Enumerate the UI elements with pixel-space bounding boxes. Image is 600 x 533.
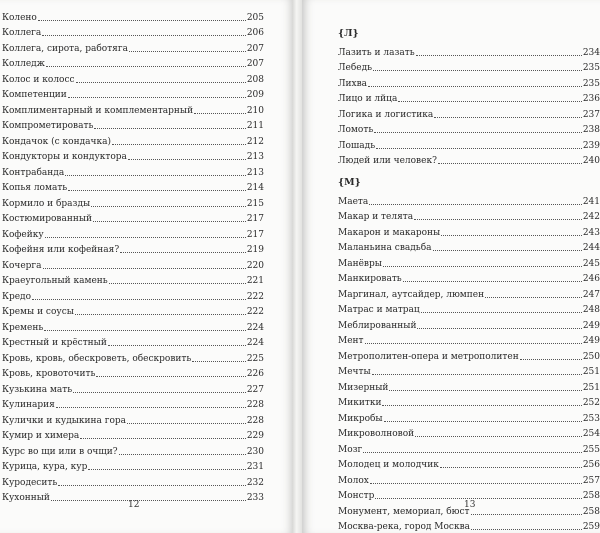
toc-dot-leader bbox=[389, 390, 581, 391]
toc-dot-leader bbox=[112, 144, 246, 145]
toc-dot-leader bbox=[485, 297, 582, 298]
toc-entry-term: Лошадь bbox=[338, 140, 376, 151]
toc-entry bbox=[338, 409, 600, 425]
toc-dot-leader bbox=[382, 405, 581, 406]
toc-entry bbox=[338, 518, 600, 533]
toc-entry bbox=[338, 105, 600, 121]
toc-entry bbox=[338, 301, 600, 317]
toc-entry-page-number: 254 bbox=[582, 429, 600, 439]
toc-entry bbox=[2, 411, 264, 427]
toc-entry bbox=[338, 316, 600, 332]
right-page bbox=[302, 0, 600, 533]
toc-entry bbox=[2, 117, 264, 133]
toc-dot-leader bbox=[32, 299, 246, 300]
toc-entry-page-number: 207 bbox=[246, 59, 264, 69]
toc-entry-term: Ломоть bbox=[338, 125, 374, 135]
toc-dot-leader bbox=[91, 206, 246, 207]
toc-entry-page-number: 229 bbox=[246, 431, 264, 441]
toc-dot-leader bbox=[416, 55, 582, 56]
left-page bbox=[0, 0, 292, 533]
toc-entry-page-number: 228 bbox=[246, 415, 264, 426]
toc-entry-page-number: 215 bbox=[246, 198, 264, 209]
toc-entry-term: Монстр bbox=[338, 491, 375, 501]
toc-dot-leader bbox=[376, 148, 582, 149]
toc-entry bbox=[338, 239, 600, 255]
toc-entry bbox=[338, 90, 600, 106]
toc-entry-term: Москва-река, город Москва bbox=[338, 522, 471, 532]
toc-entry bbox=[2, 442, 264, 458]
toc-entry bbox=[2, 458, 264, 474]
toc-entry-term: Макарон и макароны bbox=[338, 227, 441, 238]
toc-dot-leader bbox=[93, 221, 246, 222]
toc-entry-page-number: 205 bbox=[246, 12, 264, 23]
toc-entry-page-number: 258 bbox=[582, 506, 600, 517]
toc-entry-page-number: 225 bbox=[246, 353, 264, 364]
toc-entry-page-number: 238 bbox=[582, 125, 600, 135]
toc-entry-term: Кондачок (с кондачка) bbox=[2, 136, 111, 147]
toc-entry bbox=[338, 456, 600, 472]
toc-dot-leader bbox=[372, 374, 582, 375]
toc-entry-term: Контрабанда bbox=[2, 167, 65, 178]
toc-entry-page-number: 249 bbox=[582, 336, 600, 346]
section-spacer bbox=[338, 167, 600, 176]
toc-entry bbox=[338, 425, 600, 441]
toc-entry-term: Кулинария bbox=[2, 400, 55, 410]
toc-entry-page-number: 233 bbox=[246, 493, 264, 503]
toc-entry-page-number: 208 bbox=[246, 74, 264, 85]
toc-dot-leader bbox=[414, 219, 582, 220]
toc-entry-term: Кредо bbox=[2, 291, 32, 302]
toc-dot-leader bbox=[384, 421, 582, 422]
toc-entry-page-number: 246 bbox=[582, 274, 600, 284]
toc-entry-page-number: 224 bbox=[246, 338, 264, 348]
toc-entry bbox=[2, 132, 264, 148]
toc-dot-leader bbox=[415, 436, 582, 437]
toc-entry-term: Манкировать bbox=[338, 274, 402, 284]
toc-entry bbox=[2, 55, 264, 71]
toc-entry-page-number: 211 bbox=[246, 121, 264, 131]
toc-entry-term: Логика и логистика bbox=[338, 109, 434, 120]
toc-entry bbox=[338, 378, 600, 394]
toc-entry bbox=[2, 163, 264, 179]
toc-entry-page-number: 212 bbox=[246, 136, 264, 147]
book-gutter bbox=[292, 0, 302, 533]
toc-entry-page-number: 206 bbox=[246, 28, 264, 38]
toc-entry bbox=[338, 347, 600, 363]
toc-entry bbox=[2, 287, 264, 303]
toc-entry bbox=[2, 256, 264, 272]
toc-entry-page-number: 247 bbox=[582, 289, 600, 300]
toc-entry-term: Микробы bbox=[338, 413, 383, 424]
left-toc-column bbox=[2, 8, 264, 504]
toc-dot-leader bbox=[56, 407, 246, 408]
toc-dot-leader bbox=[65, 175, 246, 176]
toc-entry-term: Макар и телята bbox=[338, 212, 414, 222]
toc-dot-leader bbox=[194, 113, 246, 114]
toc-entry-term: Маланьина свадьба bbox=[338, 243, 432, 253]
toc-entry-term: Мент bbox=[338, 336, 364, 346]
toc-dot-leader bbox=[80, 438, 246, 439]
toc-entry-page-number: 222 bbox=[246, 291, 264, 302]
toc-entry bbox=[2, 473, 264, 489]
toc-entry bbox=[2, 39, 264, 55]
toc-entry bbox=[2, 303, 264, 319]
toc-dot-leader bbox=[368, 86, 582, 87]
toc-entry bbox=[338, 136, 600, 152]
toc-entry-term: Микитки bbox=[338, 398, 382, 408]
toc-dot-leader bbox=[398, 101, 582, 102]
section-letter-heading: {Л} bbox=[338, 28, 359, 39]
toc-entry-term: Лицо и лйца bbox=[338, 94, 398, 104]
section-letter-heading: {М} bbox=[338, 177, 361, 188]
toc-entry-page-number: 230 bbox=[246, 446, 264, 457]
toc-entry-term: Куродесить bbox=[2, 477, 58, 488]
toc-entry bbox=[338, 440, 600, 456]
toc-dot-leader bbox=[403, 281, 582, 282]
toc-entry-term: Коллега bbox=[2, 28, 42, 38]
toc-entry-term: Краеугольный камень bbox=[2, 276, 108, 286]
toc-dot-leader bbox=[520, 359, 582, 360]
toc-entry-page-number: 235 bbox=[582, 78, 600, 89]
toc-entry bbox=[2, 396, 264, 412]
toc-entry-page-number: 220 bbox=[246, 260, 264, 271]
toc-dot-leader bbox=[96, 376, 245, 377]
toc-dot-leader bbox=[75, 314, 246, 315]
toc-entry-page-number: 258 bbox=[582, 491, 600, 501]
toc-entry-term: Микроволновой bbox=[338, 429, 415, 439]
toc-entry-page-number: 213 bbox=[246, 152, 264, 162]
toc-dot-leader bbox=[76, 82, 246, 83]
toc-dot-leader bbox=[363, 452, 582, 453]
toc-dot-leader bbox=[433, 250, 582, 251]
toc-entry-term: Кровь, кровь, обескроветь, обескровить bbox=[2, 353, 192, 364]
toc-entry-term: Маргинал, аутсайдер, люмпен bbox=[338, 289, 485, 300]
toc-entry-page-number: 248 bbox=[582, 305, 600, 315]
toc-dot-leader bbox=[417, 328, 581, 329]
toc-entry-term: Манёвры bbox=[338, 258, 382, 269]
toc-entry-term: Молох bbox=[338, 475, 369, 486]
toc-entry-page-number: 243 bbox=[582, 227, 600, 238]
toc-dot-leader bbox=[192, 361, 246, 362]
toc-entry bbox=[2, 210, 264, 226]
toc-dot-leader bbox=[94, 128, 245, 129]
toc-entry-page-number: 245 bbox=[582, 258, 600, 269]
toc-entry-term: Кровь, кровоточить bbox=[2, 369, 96, 379]
toc-entry-term: Кочерга bbox=[2, 260, 42, 271]
toc-dot-leader bbox=[374, 132, 582, 133]
toc-entry-term: Лихва bbox=[338, 78, 368, 89]
toc-entry-page-number: 210 bbox=[246, 105, 264, 116]
toc-entry-page-number: 219 bbox=[246, 245, 264, 255]
toc-entry-page-number: 228 bbox=[246, 400, 264, 410]
toc-dot-leader bbox=[370, 483, 582, 484]
toc-entry bbox=[2, 334, 264, 350]
toc-entry-term: Комплиментарный и комплементарный bbox=[2, 105, 194, 116]
toc-entry-term: Колено bbox=[2, 12, 37, 23]
toc-entry bbox=[2, 24, 264, 40]
toc-entry bbox=[338, 208, 600, 224]
toc-dot-leader bbox=[42, 35, 246, 36]
toc-entry-page-number: 214 bbox=[246, 183, 264, 193]
toc-entry-page-number: 217 bbox=[246, 214, 264, 224]
toc-dot-leader bbox=[68, 190, 246, 191]
toc-entry-term: Кузькина мать bbox=[2, 384, 73, 395]
toc-entry-term: Колос и колосс bbox=[2, 74, 75, 85]
toc-entry-term: Мозг bbox=[338, 444, 363, 455]
toc-entry-term: Маета bbox=[338, 196, 369, 207]
toc-entry-page-number: 222 bbox=[246, 307, 264, 317]
toc-entry-term: Молодец и молодчик bbox=[338, 460, 439, 470]
toc-entry bbox=[2, 225, 264, 241]
toc-entry bbox=[338, 152, 600, 168]
toc-entry-term: Курица, кура, кур bbox=[2, 462, 88, 472]
toc-entry bbox=[2, 241, 264, 257]
toc-dot-leader bbox=[119, 454, 246, 455]
toc-entry-term: Меблированный bbox=[338, 320, 417, 331]
toc-entry-page-number: 234 bbox=[582, 47, 600, 58]
toc-entry-page-number: 244 bbox=[582, 243, 600, 253]
toc-dot-leader bbox=[383, 266, 582, 267]
toc-entry bbox=[338, 394, 600, 410]
toc-entry-page-number: 209 bbox=[246, 90, 264, 100]
toc-entry-page-number: 207 bbox=[246, 43, 264, 54]
toc-entry bbox=[2, 8, 264, 24]
toc-dot-leader bbox=[434, 117, 582, 118]
toc-dot-leader bbox=[373, 70, 582, 71]
toc-entry-term: Мизерный bbox=[338, 382, 389, 393]
left-folio: 12 bbox=[128, 500, 140, 510]
toc-dot-leader bbox=[421, 312, 582, 313]
toc-entry-page-number: 251 bbox=[582, 382, 600, 393]
toc-entry-page-number: 241 bbox=[582, 196, 600, 207]
toc-entry-page-number: 231 bbox=[246, 462, 264, 472]
toc-entry-page-number: 242 bbox=[582, 212, 600, 222]
toc-entry bbox=[338, 223, 600, 239]
toc-entry bbox=[2, 365, 264, 381]
toc-dot-leader bbox=[51, 500, 246, 501]
toc-entry-term: Кофейку bbox=[2, 229, 44, 240]
toc-dot-leader bbox=[441, 235, 582, 236]
toc-entry bbox=[338, 121, 600, 137]
toc-entry bbox=[338, 363, 600, 379]
toc-dot-leader bbox=[471, 529, 582, 530]
toc-entry-term: Курс во щи или в очщи? bbox=[2, 446, 118, 457]
toc-entry-page-number: 240 bbox=[582, 156, 600, 166]
toc-dot-leader bbox=[109, 283, 246, 284]
toc-entry-term: Монумент, мемориал, бюст bbox=[338, 506, 470, 517]
toc-entry bbox=[2, 427, 264, 443]
toc-entry-term: Лебедь bbox=[338, 63, 373, 73]
right-folio: 13 bbox=[464, 500, 476, 510]
toc-dot-leader bbox=[44, 330, 246, 331]
toc-entry bbox=[2, 179, 264, 195]
toc-entry bbox=[338, 471, 600, 487]
toc-entry bbox=[338, 74, 600, 90]
toc-dot-leader bbox=[471, 514, 582, 515]
toc-dot-leader bbox=[438, 163, 582, 164]
toc-entry-page-number: 257 bbox=[582, 475, 600, 486]
toc-entry bbox=[338, 332, 600, 348]
toc-entry-term: Коллега, сирота, работяга bbox=[2, 43, 128, 54]
toc-entry-page-number: 227 bbox=[246, 384, 264, 395]
right-toc-column bbox=[338, 27, 600, 533]
toc-entry-term: Лазить и лазать bbox=[338, 47, 415, 58]
toc-entry-term: Кофейня или кофейная? bbox=[2, 245, 120, 255]
toc-entry-page-number: 235 bbox=[582, 63, 600, 73]
toc-entry bbox=[2, 70, 264, 86]
toc-dot-leader bbox=[365, 343, 582, 344]
toc-entry-term: Кремень bbox=[2, 322, 44, 333]
toc-entry-term: Кумир и химера bbox=[2, 431, 80, 441]
toc-entry bbox=[338, 270, 600, 286]
toc-dot-leader bbox=[375, 498, 581, 499]
toc-entry-page-number: 236 bbox=[582, 94, 600, 104]
toc-entry-page-number: 259 bbox=[582, 522, 600, 532]
toc-entry bbox=[338, 254, 600, 270]
toc-entry-term: Кремы и соусы bbox=[2, 307, 74, 317]
toc-entry-page-number: 252 bbox=[582, 398, 600, 408]
toc-dot-leader bbox=[127, 423, 246, 424]
toc-entry-term: Мечты bbox=[338, 367, 371, 377]
toc-entry-page-number: 251 bbox=[582, 367, 600, 377]
toc-dot-leader bbox=[88, 469, 245, 470]
toc-entry-term: Колледж bbox=[2, 59, 45, 69]
toc-entry bbox=[2, 148, 264, 164]
toc-entry bbox=[2, 101, 264, 117]
toc-entry-page-number: 255 bbox=[582, 444, 600, 455]
toc-entry-page-number: 213 bbox=[246, 167, 264, 178]
toc-entry-term: Костюмированный bbox=[2, 214, 93, 224]
toc-dot-leader bbox=[73, 392, 246, 393]
toc-entry-page-number: 217 bbox=[246, 229, 264, 240]
toc-entry-term: Кондукторы и кондуктора bbox=[2, 152, 127, 162]
toc-entry bbox=[338, 192, 600, 208]
toc-entry-term: Матрас и матрац bbox=[338, 305, 420, 315]
toc-dot-leader bbox=[440, 467, 582, 468]
toc-entry-term: Компрометировать bbox=[2, 121, 94, 131]
toc-dot-leader bbox=[58, 485, 246, 486]
toc-entry-page-number: 226 bbox=[246, 369, 264, 379]
toc-entry bbox=[2, 86, 264, 102]
toc-dot-leader bbox=[68, 97, 246, 98]
toc-entry-term: Кормило и бразды bbox=[2, 198, 91, 209]
toc-entry bbox=[338, 285, 600, 301]
toc-dot-leader bbox=[129, 51, 246, 52]
toc-entry-term: Кухонный bbox=[2, 493, 50, 503]
toc-dot-leader bbox=[38, 20, 246, 21]
toc-dot-leader bbox=[120, 252, 246, 253]
toc-entry bbox=[2, 318, 264, 334]
toc-entry-term: Метрополитен-опера и метрополитен bbox=[338, 351, 519, 362]
toc-entry-page-number: 237 bbox=[582, 109, 600, 120]
toc-dot-leader bbox=[369, 204, 582, 205]
toc-entry bbox=[338, 43, 600, 59]
toc-entry bbox=[2, 380, 264, 396]
toc-entry-page-number: 256 bbox=[582, 460, 600, 470]
toc-entry bbox=[338, 59, 600, 75]
toc-entry-page-number: 253 bbox=[582, 413, 600, 424]
toc-entry-term: Копья ломать bbox=[2, 183, 68, 193]
toc-dot-leader bbox=[43, 268, 246, 269]
toc-entry-term: Кулички и кудыкина гора bbox=[2, 415, 127, 426]
toc-entry-page-number: 232 bbox=[246, 477, 264, 488]
toc-entry-page-number: 250 bbox=[582, 351, 600, 362]
toc-entry bbox=[2, 272, 264, 288]
toc-entry-term: Крестный и крёстный bbox=[2, 338, 107, 348]
toc-entry-page-number: 239 bbox=[582, 140, 600, 151]
toc-dot-leader bbox=[46, 66, 246, 67]
toc-entry-page-number: 221 bbox=[246, 276, 264, 286]
toc-entry bbox=[2, 194, 264, 210]
toc-dot-leader bbox=[45, 237, 246, 238]
toc-dot-leader bbox=[108, 345, 246, 346]
toc-entry bbox=[2, 349, 264, 365]
toc-dot-leader bbox=[128, 159, 246, 160]
toc-entry-page-number: 224 bbox=[246, 322, 264, 333]
toc-entry-page-number: 249 bbox=[582, 320, 600, 331]
toc-entry-term: Людей или человек? bbox=[338, 156, 437, 166]
toc-entry-term: Компетенции bbox=[2, 90, 67, 100]
